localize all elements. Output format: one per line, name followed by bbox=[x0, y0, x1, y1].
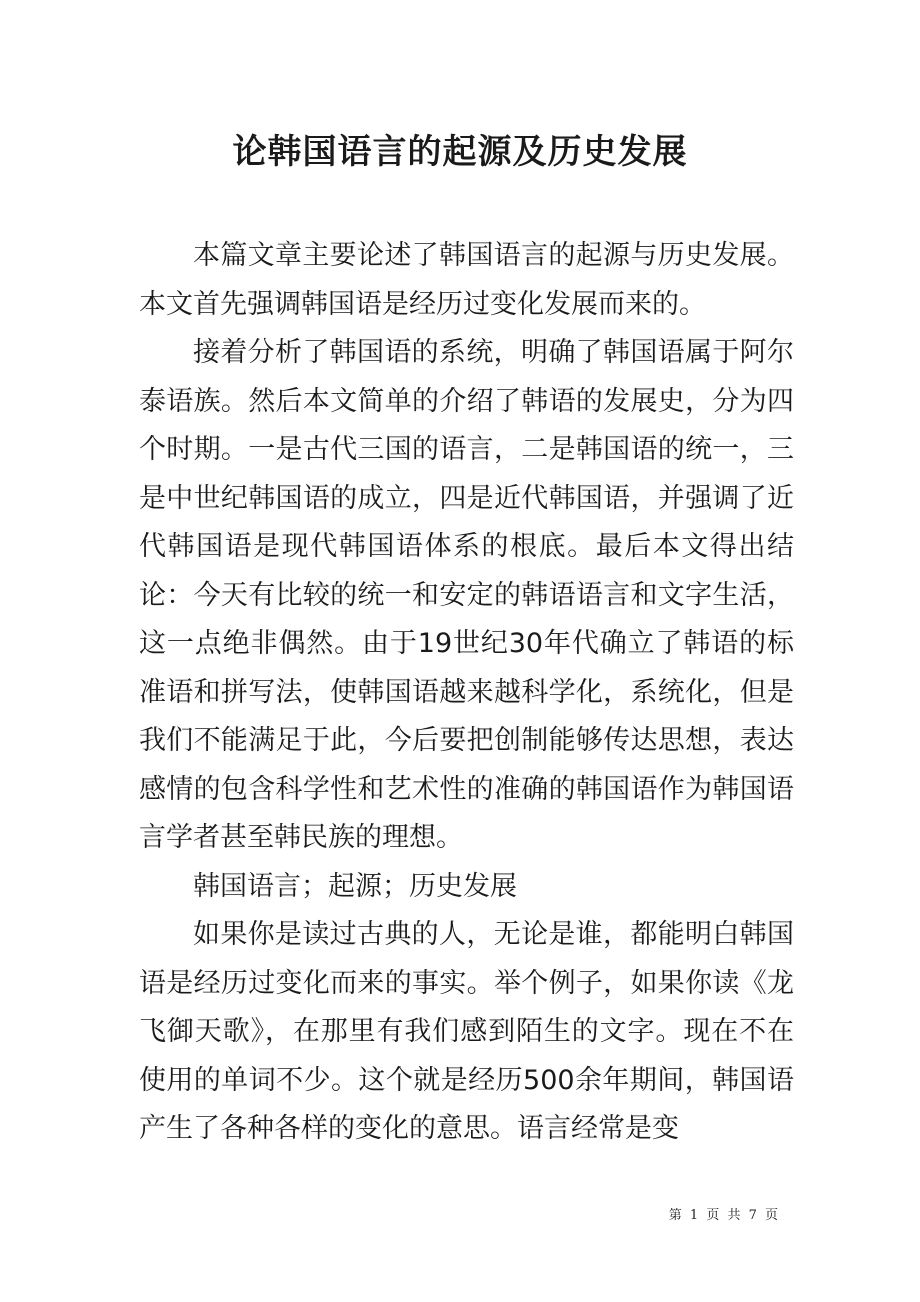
page-number-footer: 第 1 页 共 7 页 bbox=[668, 1208, 780, 1223]
keywords-paragraph: 韩国语言；起源；历史发展 bbox=[193, 870, 517, 902]
abstract-paragraph: 本篇文章主要论述了韩国语言的起源与历史发展。本文首先强调韩国语是经历过变化发展而来的。 bbox=[139, 240, 794, 320]
summary-paragraph: 接着分析了韩国语的系统，明确了韩国语属于阿尔泰语族。然后本文简单的介绍了韩语的发展史，分为四个时期。一是古代三国的语言，二是韩国语的统一，三是中世纪韩国语的成立，四是近代韩国语，并强调了近代韩国语是现代韩国语体系的根底。最后本文得出结论：今天有比较的统一和安定的韩语语言和文字生活，这一点绝非偶然。由于19世纪30年代确立了韩语的标准语和拼写法，使韩国语越来越科学化，系统化，但是我们不能满足于此，今后要把创制能够传达思想，表达感情的包含科学性和艺术性的准确的韩国语作为韩国语言学者甚至韩民族的理想。 bbox=[139, 337, 794, 853]
intro-paragraph: 如果你是读过古典的人，无论是谁，都能明白韩国语是经历过变化而来的事实。举个例子，如果你读《龙飞御天歌》，在那里有我们感到陌生的文字。现在不在使用的单词不少。这个就是经历500余年期间，韩国语产生了各种各样的变化的意思。语言经常是变 bbox=[139, 919, 794, 1144]
document-body bbox=[139, 232, 794, 1154]
document-title: 论韩国语言的起源及历史发展 bbox=[232, 132, 688, 172]
